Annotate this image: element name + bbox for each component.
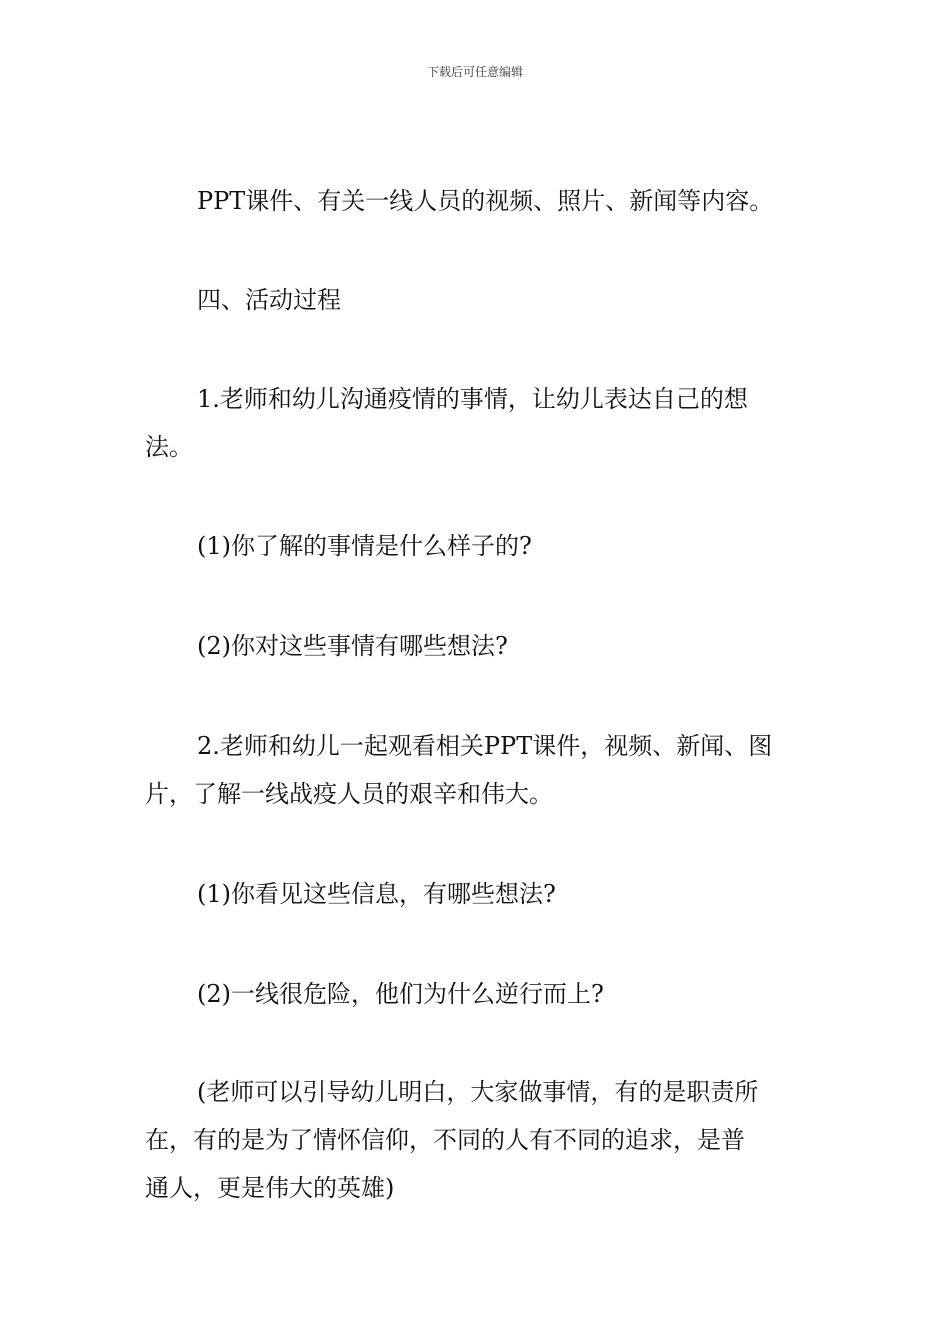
paragraph-line: PPT课件、有关一线人员的视频、照片、新闻等内容。 xyxy=(197,187,774,215)
paragraph-line: (2)一线很危险，他们为什么逆行而上? xyxy=(197,980,604,1008)
paragraph-line: 2.老师和幼儿一起观看相关PPT课件，视频、新闻、图 xyxy=(197,732,773,760)
paragraph-question-2-1 xyxy=(145,870,810,918)
paragraph-question-1-1 xyxy=(145,522,810,570)
paragraph-line: 片，了解一线战疫人员的艰辛和伟大。 xyxy=(145,780,553,808)
paragraph-step-2 xyxy=(145,722,810,818)
paragraph-line: (老师可以引导幼儿明白，大家做事情，有的是职责所 xyxy=(197,1078,759,1106)
paragraph-line: 四、活动过程 xyxy=(197,286,341,314)
paragraph-materials xyxy=(145,177,810,225)
paragraph-line: 在，有的是为了情怀信仰，不同的人有不同的追求，是普 xyxy=(145,1126,745,1154)
page-header: 下载后可任意编辑 xyxy=(426,65,523,79)
paragraph-line: (1)你了解的事情是什么样子的? xyxy=(197,532,532,560)
paragraph-line: (1)你看见这些信息，有哪些想法? xyxy=(197,880,556,908)
paragraph-line: (2)你对这些事情有哪些想法? xyxy=(197,632,508,660)
paragraph-question-2-2 xyxy=(145,970,810,1018)
paragraph-teacher-note xyxy=(145,1068,810,1212)
section-heading-activity-process xyxy=(145,276,810,324)
paragraph-line: 通人，更是伟大的英雄) xyxy=(145,1174,395,1202)
paragraph-line: 1.老师和幼儿沟通疫情的事情，让幼儿表达自己的想 xyxy=(197,385,748,413)
paragraph-line: 法。 xyxy=(145,433,193,461)
paragraph-step-1 xyxy=(145,375,810,471)
paragraph-question-1-2 xyxy=(145,622,810,670)
